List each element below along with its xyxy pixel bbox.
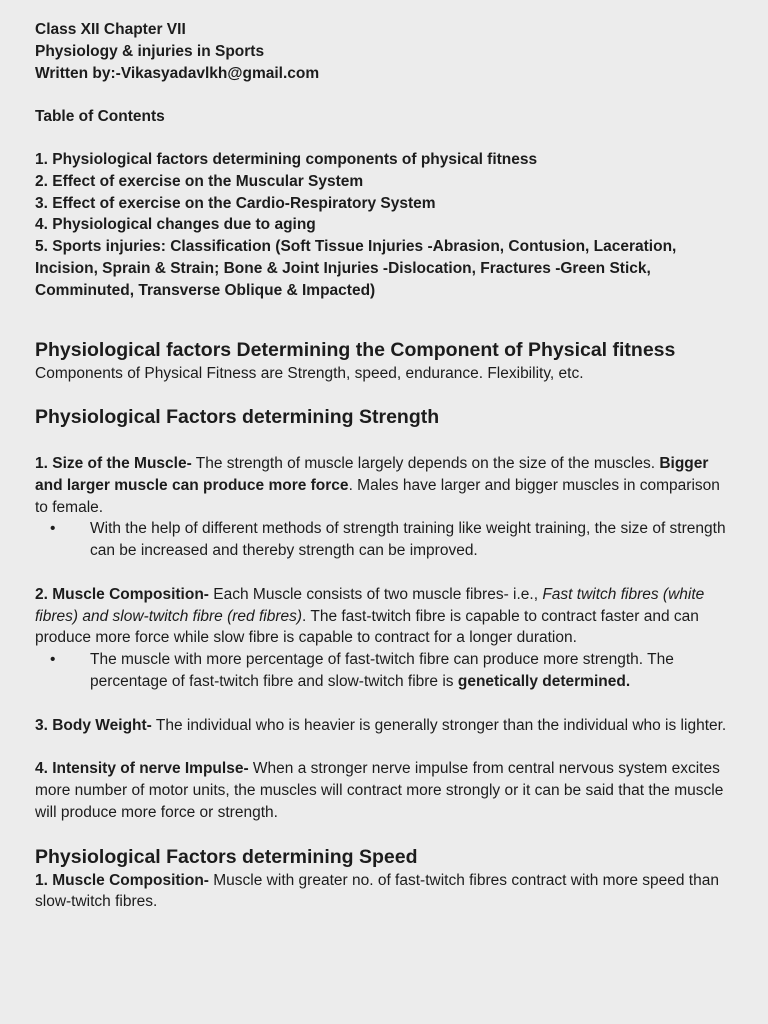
toc-item: 2. Effect of exercise on the Muscular System [35,172,364,190]
section-heading-physical-fitness: Physiological factors Determining the Component of Physical fitness [35,338,676,361]
italic-text: Fast twitch fibres (white fibres) and slow-twitch fibre (red fibres) [35,585,705,625]
bullet-item [35,518,734,562]
paragraph-text: The strength of muscle largely depends on the size of the muscles. [191,455,660,473]
bullet-item [35,649,734,693]
toc-item: 5. Sports injuries: Classification (Soft Tissue Injuries -Abrasion, Contusion, Laceration, Incision, Sprain & Strain; Bone & Joint Injuries -Dislocation, Fractures -Green Stick, Comminuted, Transverse Oblique & Impacted) [35,238,677,299]
table-of-contents [35,106,734,302]
paragraph-lead: 3. Body Weight- [35,716,152,734]
paragraph-lead: 2. Muscle Composition- [35,585,209,603]
paragraph-lead: 4. Intensity of nerve Impulse- [35,760,249,778]
paragraph-body-weight [35,715,734,737]
emphasis-text: genetically determined. [457,673,631,691]
paragraph-lead: 1. Size of the Muscle- [35,455,192,473]
class-chapter-line: Class XII Chapter VII [35,21,186,38]
bullet-list [35,518,734,562]
toc-item: 1. Physiological factors determining components of physical fitness [35,151,538,168]
paragraph-text: The individual who is heavier is generally stronger than the individual who is lighter. [151,716,727,734]
paragraph-speed-muscle-composition [35,870,734,914]
emphasis-text: Bigger and larger muscle can produce more force [35,455,709,494]
paragraph-muscle-composition [35,584,734,649]
toc-title: Table of Contents [35,108,165,125]
paragraph-nerve-impulse [35,758,734,823]
bullet-icon: • [50,651,56,669]
paragraph-lead: 1. Muscle Composition- [35,871,209,889]
section-intro: Components of Physical Fitness are Strength, speed, endurance. Flexibility, etc. [35,364,584,382]
document-header [35,19,734,85]
paragraph-text: . The fast-twitch fibre is capable to contract faster and can produce more force while slow fibre is capable to contract for a longer duration. [35,607,699,647]
toc-list [35,149,734,302]
author-line: Written by:-Vikasyadavlkh@gmail.com [35,65,320,82]
section-heading-strength: Physiological Factors determining Strength [35,406,440,429]
paragraph-text: . Males have larger and bigger muscles in comparison to female. [35,476,720,516]
bullet-text: The muscle with more percentage of fast-twitch fibre can produce more strength. The percentage of fast-twitch fibre and slow-twitch fibre is [90,651,674,691]
bullet-icon: • [50,520,56,538]
toc-item: 3. Effect of exercise on the Cardio-Respiratory System [35,194,436,212]
paragraph-size-of-muscle [35,453,734,518]
section-heading-speed: Physiological Factors determining Speed [35,845,418,868]
toc-item: 4. Physiological changes due to aging [35,216,316,234]
paragraph-text: Muscle with greater no. of fast-twitch fibres contract with more speed than slow-twitch fibres. [35,871,719,911]
bullet-text: With the help of different methods of strength training like weight training, the size of strength can be increased and thereby strength can be improved. [90,520,726,560]
chapter-title: Physiology & injuries in Sports [35,43,265,60]
bullet-list [35,649,734,693]
paragraph-text: When a stronger nerve impulse from central nervous system excites more number of motor units, the muscles will contract more strongly or it can be said that the muscle will produce more force or strength. [35,760,724,821]
paragraph-text: Each Muscle consists of two muscle fibres- i.e., [208,585,543,603]
